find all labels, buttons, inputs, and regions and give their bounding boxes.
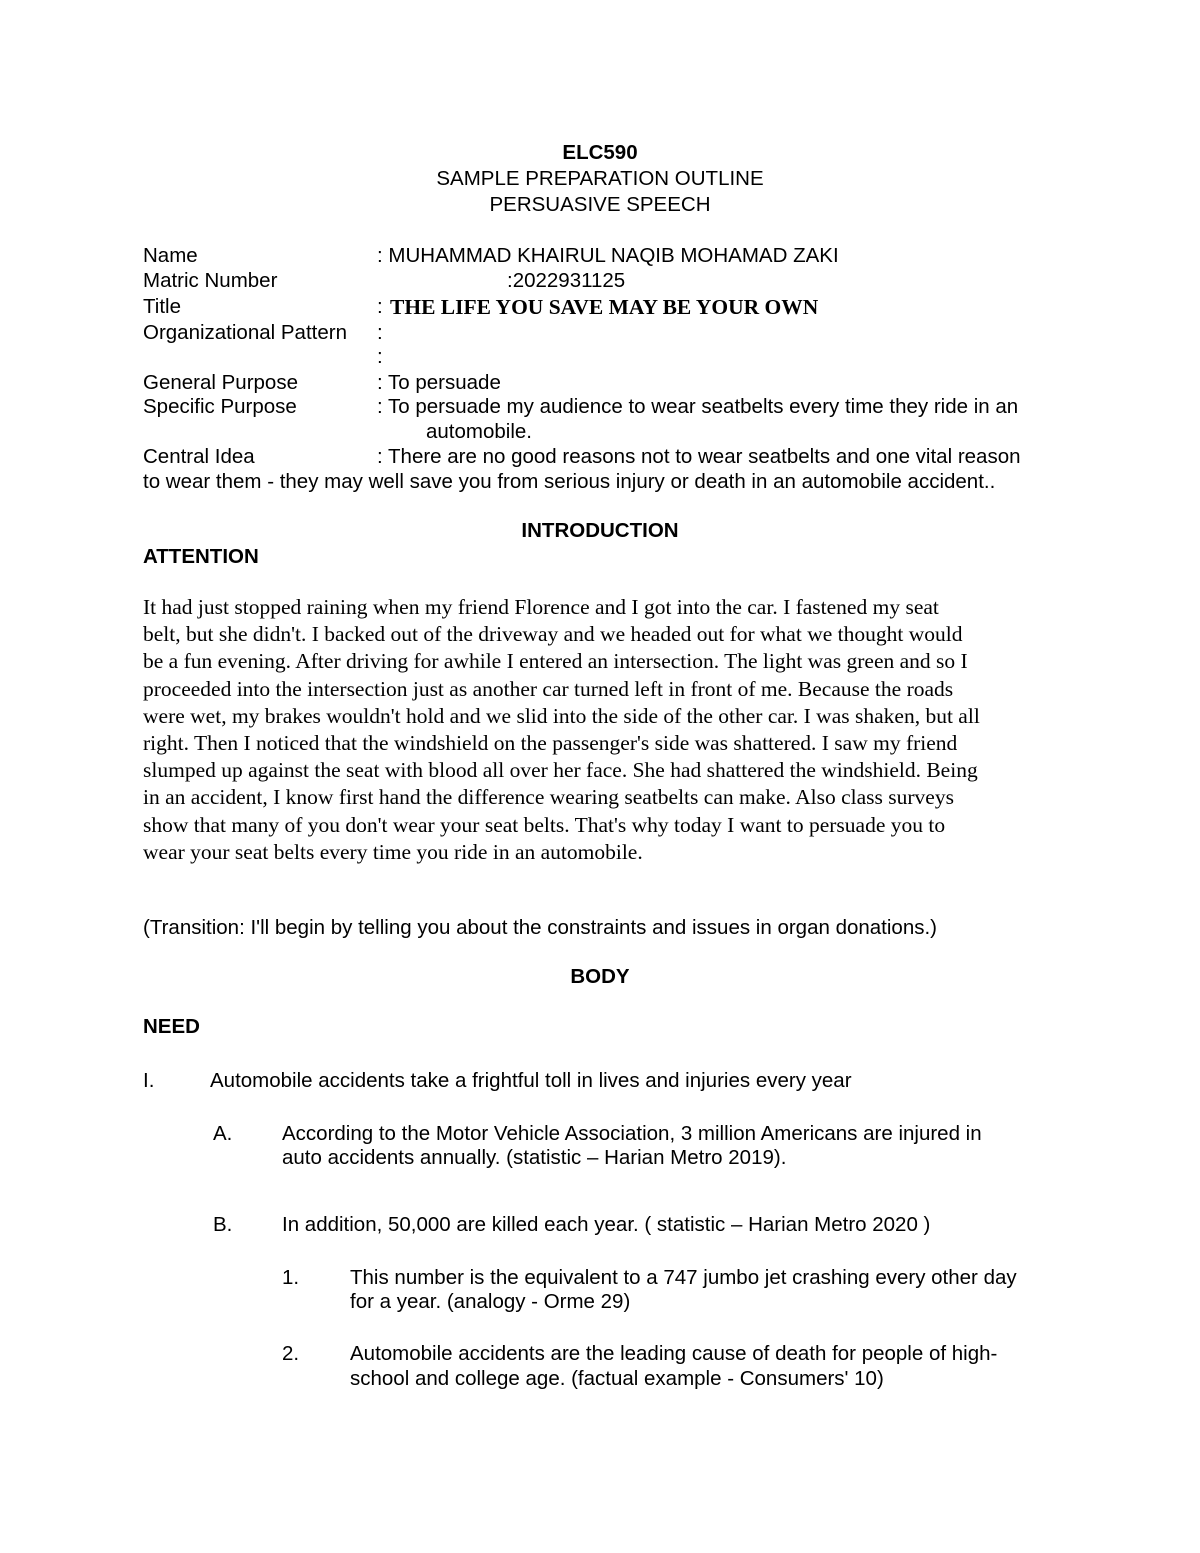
introduction-heading: INTRODUCTION — [521, 519, 679, 542]
speech-type: PERSUASIVE SPEECH — [489, 193, 711, 216]
point-2-line-1: Automobile accidents are the leading cause of death for people of high- — [350, 1342, 998, 1365]
attention-paragraph — [143, 594, 1073, 866]
attention-line: slumped up against the seat with blood all over her face. She had shattered the windshield. Being — [143, 758, 978, 783]
name-value: : MUHAMMAD KHAIRUL NAQIB MOHAMAD ZAKI — [377, 244, 839, 267]
point-2-marker: 2. — [282, 1342, 300, 1365]
org-pattern-value: : — [377, 321, 383, 344]
point-1-line-1: This number is the equivalent to a 747 jumbo jet crashing every other day — [350, 1266, 1017, 1289]
attention-line: belt, but she didn't. I backed out of the driveway and we headed out for what we thought would — [143, 622, 963, 647]
org-pattern-value-2: : — [377, 345, 383, 368]
point-1-marker: 1. — [282, 1266, 300, 1289]
course-code: ELC590 — [562, 141, 638, 164]
name-label: Name — [143, 244, 198, 267]
attention-line: right. Then I noticed that the windshield on the passenger's side was shattered. I saw my friend — [143, 731, 958, 756]
need-heading: NEED — [143, 1015, 200, 1038]
central-idea-label: Central Idea — [143, 445, 255, 468]
specific-purpose-value: : To persuade my audience to wear seatbelts every time they ride in an — [377, 395, 1019, 418]
matric-value: :2022931125 — [507, 269, 626, 292]
point-b-marker: B. — [213, 1213, 233, 1236]
point-b-text: In addition, 50,000 are killed each year. ( statistic – Harian Metro 2020 ) — [282, 1213, 931, 1236]
transition-text: (Transition: I'll begin by telling you about the constraints and issues in organ donations.) — [143, 916, 938, 939]
specific-purpose-label: Specific Purpose — [143, 395, 297, 418]
attention-line: in an accident, I know first hand the difference wearing seatbelts can make. Also class surveys — [143, 785, 954, 810]
title-colon: : — [377, 295, 383, 318]
attention-line: were wet, my brakes wouldn't hold and we slid into the side of the other car. I was shaken, but all — [143, 703, 980, 728]
point-a-line-2: auto accidents annually. (statistic – Harian Metro 2019). — [282, 1146, 787, 1169]
org-pattern-label: Organizational Pattern — [143, 321, 347, 344]
central-idea-value-cont: to wear them - they may well save you from serious injury or death in an automobile accident.. — [143, 470, 996, 493]
point-i-marker: I. — [143, 1069, 155, 1092]
speech-title: THE LIFE YOU SAVE MAY BE YOUR OWN — [390, 295, 819, 319]
outline-type: SAMPLE PREPARATION OUTLINE — [436, 167, 764, 190]
central-idea-value: : There are no good reasons not to wear seatbelts and one vital reason — [377, 445, 1021, 468]
point-2-line-2: school and college age. (factual example - Consumers' 10) — [350, 1367, 884, 1390]
attention-line: wear your seat belts every time you ride in an automobile. — [143, 839, 643, 864]
body-heading: BODY — [570, 965, 630, 988]
title-label: Title — [143, 295, 181, 318]
matric-label: Matric Number — [143, 269, 278, 292]
general-purpose-value: : To persuade — [377, 371, 501, 394]
point-i-text: Automobile accidents take a frightful toll in lives and injuries every year — [210, 1069, 852, 1092]
attention-line: It had just stopped raining when my friend Florence and I got into the car. I fastened my seat — [143, 595, 939, 619]
attention-line: be a fun evening. After driving for awhile I entered an intersection. The light was green and so I — [143, 649, 968, 674]
point-1-line-2: for a year. (analogy - Orme 29) — [350, 1290, 631, 1313]
specific-purpose-value-cont: automobile. — [426, 420, 532, 443]
attention-line: show that many of you don't wear your seat belts. That's why today I want to persuade you to — [143, 812, 946, 837]
point-a-line-1: According to the Motor Vehicle Association, 3 million Americans are injured in — [282, 1122, 982, 1145]
attention-heading: ATTENTION — [143, 545, 259, 568]
attention-line: proceeded into the intersection just as another car turned left in front of me. Because the roads — [143, 676, 954, 701]
general-purpose-label: General Purpose — [143, 371, 298, 394]
point-a-marker: A. — [213, 1122, 233, 1145]
